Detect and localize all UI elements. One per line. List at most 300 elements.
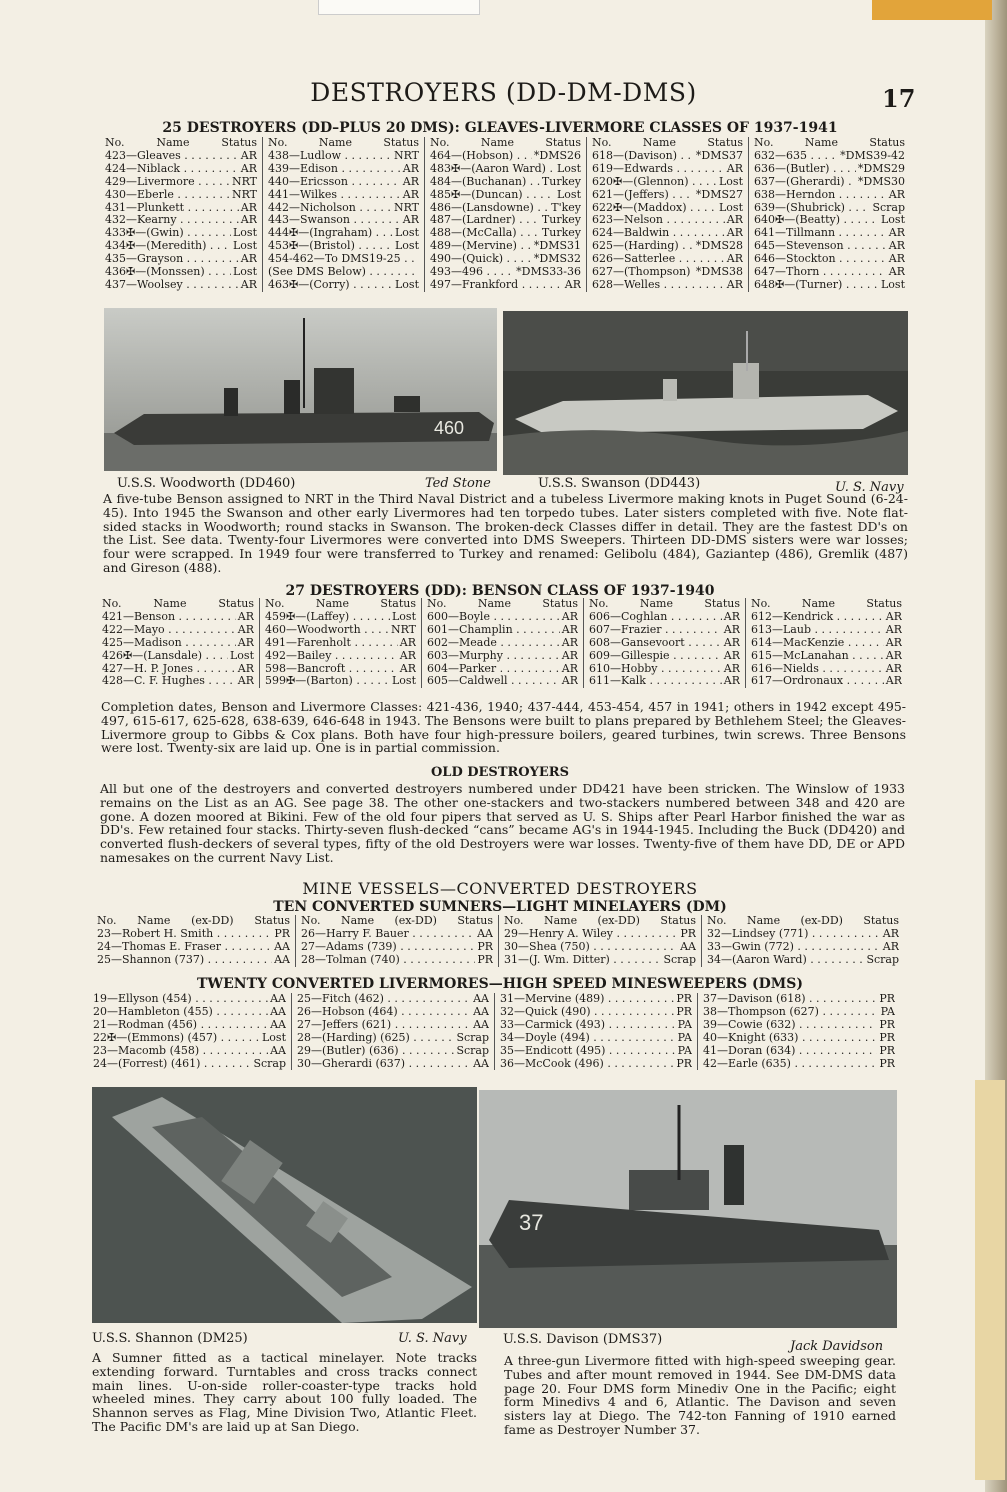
separator: — xyxy=(613,188,624,201)
table-row xyxy=(297,1032,489,1045)
separator: — xyxy=(772,662,783,675)
ship-status: PR xyxy=(879,1057,895,1070)
separator: — xyxy=(772,636,783,649)
separator: — xyxy=(613,240,624,253)
header-no: No. xyxy=(754,136,774,149)
table-row xyxy=(102,637,254,650)
ship-status xyxy=(417,266,419,279)
column-header xyxy=(754,137,905,150)
separator: — xyxy=(286,662,297,675)
ship-name: Hambleton (455) . . . xyxy=(118,1006,268,1019)
ship-number: 645 xyxy=(754,240,775,253)
separator: — xyxy=(717,993,728,1005)
separator: — xyxy=(107,993,118,1005)
ship-number: 483✠ xyxy=(430,162,461,175)
ship-status: AR xyxy=(882,927,899,940)
table-row xyxy=(703,1058,895,1071)
table-row xyxy=(592,279,743,292)
separator: — xyxy=(775,253,786,266)
separator: — xyxy=(315,953,326,966)
ship-number: 602 xyxy=(427,636,448,649)
header-status: Status xyxy=(545,136,581,149)
ship-name: (Corry) . . . xyxy=(309,279,393,292)
ship-name: C. F. Hughes . . . xyxy=(134,675,236,688)
separator: — xyxy=(135,240,147,253)
ship-name: Benson . . . xyxy=(134,611,236,624)
table-row xyxy=(268,189,419,202)
ship-number: 442 xyxy=(268,201,289,214)
ship-name: (Ingraham) . . . xyxy=(309,227,393,240)
ship-status: AR xyxy=(240,162,257,175)
table-row xyxy=(703,1032,895,1045)
ship-status: AR xyxy=(402,175,419,188)
table-column xyxy=(697,993,900,1070)
ship-number: 32 xyxy=(500,1005,514,1018)
ship-name: Edwards . . . xyxy=(624,163,725,176)
ship-status: AR xyxy=(888,240,905,253)
column-header xyxy=(102,598,254,611)
ship-name: (Gherardi) . . . xyxy=(786,176,856,189)
ship-status: AA xyxy=(270,1018,286,1031)
ship-status: Lost xyxy=(395,278,419,291)
ship-number: 27 xyxy=(301,940,315,953)
separator: — xyxy=(313,253,325,266)
ship-status: NRT xyxy=(231,188,257,201)
ship-number: 25 xyxy=(97,953,111,966)
ship-status: *DMS31 xyxy=(533,240,581,253)
ship-number: 20 xyxy=(93,1005,107,1018)
ship-status: AR xyxy=(399,649,416,662)
header-name: Name xyxy=(156,136,190,149)
header-status: Status xyxy=(863,914,899,927)
ship-number: 434✠ xyxy=(105,240,136,253)
top-white-tab xyxy=(318,0,480,15)
ship-number: 608 xyxy=(589,636,610,649)
ship-name: (Lardner) . . . xyxy=(462,214,540,227)
table-column xyxy=(291,993,494,1070)
table-row xyxy=(102,650,254,663)
ship-name: Champlin . . . xyxy=(459,624,560,637)
table-row xyxy=(105,227,257,240)
ship-status: AA xyxy=(270,1044,286,1057)
ship-name: Ordronaux . . . xyxy=(783,675,884,688)
davison-caption: U.S.S. Davison (DMS37) xyxy=(503,1332,663,1347)
ship-name: Cowie (632) . . . xyxy=(728,1019,877,1032)
ship-name: Eberle . . . xyxy=(137,189,230,202)
table-row xyxy=(93,1006,286,1019)
ship-name: (Quick) . . . xyxy=(462,253,532,266)
ship-number: 433✠ xyxy=(105,227,136,240)
old-destroyers-title: OLD DESTROYERS xyxy=(430,765,570,780)
ship-number: 33 xyxy=(707,940,721,953)
ship-name: Tillmann . . . xyxy=(786,227,887,240)
column-header xyxy=(751,598,902,611)
header-no: No. xyxy=(751,597,771,610)
header-name: Name xyxy=(477,597,511,610)
ship-number: 606 xyxy=(589,610,610,623)
ship-status: AR xyxy=(885,675,902,688)
table-row xyxy=(500,1045,692,1058)
ship-name: Satterlee . . . xyxy=(624,253,725,266)
table-row xyxy=(97,941,290,954)
separator: — xyxy=(518,940,529,953)
ship-number: 485✠ xyxy=(430,188,461,201)
table-row xyxy=(592,266,743,279)
separator: — xyxy=(775,188,786,201)
ship-number: 425 xyxy=(102,636,123,649)
ship-name: (Emmons) (457) . . . xyxy=(127,1032,260,1045)
ship-name: Lindsey (771) . . . xyxy=(732,928,881,941)
ship-number: 607 xyxy=(589,623,610,636)
ship-status xyxy=(417,253,419,266)
ship-status: AR xyxy=(240,214,257,227)
ship-name: Livermore . . . xyxy=(137,176,230,189)
table-row xyxy=(754,253,905,266)
ship-number: 490 xyxy=(430,253,451,266)
ship-status: PR xyxy=(477,953,493,966)
table-row xyxy=(751,624,902,637)
ship-name: Parker . . . xyxy=(459,663,560,676)
table-column xyxy=(748,137,910,292)
ship-status: AR xyxy=(888,266,905,279)
header-exdd: (ex-DD) xyxy=(191,914,234,927)
separator: — xyxy=(610,649,621,662)
ship-number: 37 xyxy=(703,993,717,1005)
ship-number: 34 xyxy=(707,953,721,966)
ship-number: 605 xyxy=(427,675,448,688)
header-status: Status xyxy=(380,597,416,610)
table-row xyxy=(297,993,489,1006)
ship-status: AR xyxy=(402,188,419,201)
ship-number: 601 xyxy=(427,623,448,636)
ship-name: Robert H. Smith . . . xyxy=(122,928,272,941)
ship-status: PA xyxy=(677,1031,692,1044)
benson-table xyxy=(97,598,907,688)
ship-number: 421 xyxy=(102,610,123,623)
separator: — xyxy=(289,188,300,201)
ship-name: (Gwin) . . . xyxy=(146,227,231,240)
table-row xyxy=(105,176,257,189)
ship-name: (Lansdowne) . . . xyxy=(462,202,549,215)
shannon-image xyxy=(92,1087,477,1323)
table-row xyxy=(268,279,419,292)
separator: — xyxy=(298,278,310,291)
separator: — xyxy=(775,227,786,240)
ship-status: AR xyxy=(885,649,902,662)
paragraph-old-destroyers: All but one of the destroyers and converted destroyers numbered under DD421 have been stricken. The Winslow of 1933 remains on the List as an AG. See page 38. The other one-stackers and two-stackers numbered between 348 and 420 are gone. A dozen moored at Bikini. Few of the old four pipers that served as U. S. Ships after Pearl Harbor finished the war as DD's. Few retained four stacks. Thirty-seven flush-decked “cans” became AG's in 1944-1945. Including the Buck (DD420) and converted flush-deckers of several types, fifty of the old Destroyers were war losses. Twenty-five of them have DD, DE or APD namesakes on the current Navy List. xyxy=(100,781,905,865)
ship-number: 488 xyxy=(430,227,451,240)
column-header xyxy=(430,137,581,150)
table-row xyxy=(427,650,578,663)
table-row xyxy=(297,1045,489,1058)
separator: — xyxy=(298,240,310,253)
ship-status: AR xyxy=(888,253,905,266)
separator: — xyxy=(448,610,459,623)
ship-number: 423 xyxy=(105,149,126,162)
separator: — xyxy=(451,240,462,253)
ship-name: (Turner) . . . xyxy=(795,279,879,292)
separator: — xyxy=(717,1031,728,1044)
table-row xyxy=(430,163,581,176)
woodworth-hull-number: 460 xyxy=(434,418,465,438)
ship-number: 627 xyxy=(592,266,613,279)
ship-status: Lost xyxy=(719,201,743,214)
separator: — xyxy=(610,662,621,675)
separator: — xyxy=(311,1018,322,1031)
ship-status: AR xyxy=(888,188,905,201)
table-row xyxy=(500,1058,692,1071)
ship-number: 436✠ xyxy=(105,266,136,279)
ship-name: (See DMS Below) . . . xyxy=(268,266,417,279)
ship-status: AR xyxy=(723,662,740,675)
ship-name: (Meredith) . . . xyxy=(146,240,231,253)
ship-name: Tolman (740) . . . xyxy=(326,954,475,967)
ship-number: 40 xyxy=(703,1031,717,1044)
separator: — xyxy=(289,162,300,175)
table-row xyxy=(592,227,743,240)
separator: — xyxy=(107,1044,118,1057)
ship-name: Knight (633) . . . xyxy=(728,1032,877,1045)
ship-status: Lost xyxy=(262,1031,286,1044)
separator: — xyxy=(135,266,147,279)
benson-section-title: 27 DESTROYERS (DD): BENSON CLASS OF 1937-1940 xyxy=(285,583,715,599)
table-row xyxy=(430,227,581,240)
ship-status: AA xyxy=(473,1005,489,1018)
ship-status: Scrap xyxy=(663,953,696,966)
ship-status: Scrap xyxy=(866,953,899,966)
table-column xyxy=(745,598,907,688)
ship-status: *DMS38 xyxy=(695,266,743,279)
header-no: No. xyxy=(102,597,122,610)
ship-status: Scrap xyxy=(872,201,905,214)
header-status: Status xyxy=(660,914,696,927)
table-row xyxy=(589,624,740,637)
table-row xyxy=(592,150,743,163)
separator: — xyxy=(775,175,786,188)
column-header xyxy=(105,137,257,150)
ship-status: AA xyxy=(270,993,286,1005)
ship-name: Henry A. Wiley . . . xyxy=(529,928,678,941)
ship-number: 440 xyxy=(268,175,289,188)
table-row xyxy=(102,611,254,624)
ship-status: *DMS28 xyxy=(695,240,743,253)
ship-status: *DMS29 xyxy=(857,162,905,175)
ship-status: *DMS33-36 xyxy=(516,266,581,279)
table-row xyxy=(268,150,419,163)
ship-number: 28 xyxy=(301,953,315,966)
ship-number: 23 xyxy=(93,1044,107,1057)
ship-number: 628 xyxy=(592,278,613,291)
column-header xyxy=(592,137,743,150)
separator: — xyxy=(613,227,624,240)
ship-number: 610 xyxy=(589,662,610,675)
table-column xyxy=(701,915,904,967)
ship-status: AR xyxy=(726,162,743,175)
ship-status: Lost xyxy=(392,610,416,623)
ship-number: 647 xyxy=(754,266,775,279)
ship-status: *DMS32 xyxy=(533,253,581,266)
header-no: No. xyxy=(592,136,612,149)
ship-number: 638 xyxy=(754,188,775,201)
table-row xyxy=(707,928,899,941)
ship-name: (Jeffers) . . . xyxy=(624,189,694,202)
dm-section-title: TEN CONVERTED SUMNERS—LIGHT MINELAYERS (DM) xyxy=(273,899,727,915)
table-row xyxy=(592,189,743,202)
separator: — xyxy=(311,1044,322,1057)
davison-hull-number: 37 xyxy=(519,1210,544,1235)
ship-name: (Glennon) . . . xyxy=(633,176,717,189)
separator: — xyxy=(116,1031,128,1044)
separator: — xyxy=(451,201,462,214)
ship-name: Frankford . . . xyxy=(462,279,563,292)
ship-name: (Aaron Ward) . . . xyxy=(471,163,555,176)
ship-name: Baldwin . . . xyxy=(624,227,725,240)
table-row xyxy=(265,611,416,624)
ship-status: PR xyxy=(879,1018,895,1031)
ship-status: *DMS30 xyxy=(857,175,905,188)
table-column xyxy=(259,598,421,688)
ship-status: NRT xyxy=(231,175,257,188)
ship-number: 25 xyxy=(297,993,311,1005)
column-header xyxy=(265,598,416,611)
ship-status: AA xyxy=(477,927,493,940)
ship-status: AR xyxy=(885,636,902,649)
paragraph-shannon: A Sumner fitted as a tactical minelayer. Note tracks extending forward. Turntables and cross tracks connect main lines. U-on-side roller-coaster-type tracks hold wheeled mines. They carry about 100 fully loaded. The Shannon serves as Flag, Mine Division Two, Atlantic Fleet. The Pacific DM's are laid up at San Diego. xyxy=(92,1350,477,1434)
ship-status: PR xyxy=(274,927,290,940)
header-no: No. xyxy=(105,136,125,149)
separator: — xyxy=(721,927,732,940)
table-row xyxy=(268,176,419,189)
table-row xyxy=(592,163,743,176)
ship-number: 41 xyxy=(703,1044,717,1057)
ship-number: 603 xyxy=(427,649,448,662)
table-row xyxy=(430,266,581,279)
separator: — xyxy=(518,927,529,940)
ship-status: AR xyxy=(561,636,578,649)
separator: — xyxy=(613,266,624,279)
ship-name: McLanahan . . . xyxy=(783,650,884,663)
ship-name: Davison (618) . . . xyxy=(728,993,877,1006)
ship-status: PR xyxy=(676,993,692,1005)
ship-status: AA xyxy=(473,1018,489,1031)
separator: — xyxy=(772,610,783,623)
ship-number: 23 xyxy=(97,927,111,940)
separator: — xyxy=(717,1057,728,1070)
ship-name: Ludlow . . . xyxy=(300,150,392,163)
ship-status: Lost xyxy=(230,649,254,662)
separator: — xyxy=(126,253,137,266)
separator: — xyxy=(451,214,462,227)
separator: — xyxy=(613,149,624,162)
ship-name: (Aaron Ward) . . . xyxy=(732,954,864,967)
ship-number: 615 xyxy=(751,649,772,662)
table-row xyxy=(589,675,740,688)
ship-name: Fitch (462) . . . xyxy=(322,993,471,1006)
ship-name: Jeffers (621) . . . xyxy=(322,1019,471,1032)
photo-swanson xyxy=(503,311,908,475)
separator: — xyxy=(126,278,137,291)
ship-number: 641 xyxy=(754,227,775,240)
table-column xyxy=(498,915,701,967)
davison-credit: Jack Davidson xyxy=(790,1339,884,1354)
table-row xyxy=(500,1019,692,1032)
separator: — xyxy=(622,201,634,214)
ship-status: PR xyxy=(879,1044,895,1057)
header-status: Status xyxy=(542,597,578,610)
ship-name: Murphy . . . xyxy=(459,650,560,663)
ship-name: Frazier . . . xyxy=(621,624,722,637)
table-row xyxy=(751,675,902,688)
ship-status: AR xyxy=(726,227,743,240)
davison-image xyxy=(479,1090,897,1328)
ship-status: AR xyxy=(402,214,419,227)
table-column xyxy=(421,598,583,688)
ship-status: PR xyxy=(879,993,895,1005)
ship-number: 437 xyxy=(105,278,126,291)
ship-name: (McCalla) . . . xyxy=(462,227,540,240)
shannon-credit: U. S. Navy xyxy=(398,1331,467,1346)
ship-number: 439 xyxy=(268,162,289,175)
table-row xyxy=(97,954,290,967)
table-row xyxy=(500,993,692,1006)
header-status: Status xyxy=(221,136,257,149)
ship-status: PA xyxy=(677,1044,692,1057)
ship-number: 604 xyxy=(427,662,448,675)
ship-name: Plunkett . . . xyxy=(137,202,239,215)
ship-name: McCook (496) . . . xyxy=(525,1058,674,1071)
table-row xyxy=(297,1058,489,1071)
ship-status: Lost xyxy=(233,227,257,240)
swanson-credit: U. S. Navy xyxy=(835,480,904,495)
separator: — xyxy=(775,266,786,279)
ship-status: Lost xyxy=(557,188,581,201)
table-row xyxy=(592,176,743,189)
table-row xyxy=(589,637,740,650)
paragraph-completion-dates: Completion dates, Benson and Livermore Classes: 421-436, 1940; 437-444, 453-454, 457 in 1941; others in 1942 except 495-497, 615-617, 625-628, 638-639, 646-648 in 1943. The Bensons were built to plans prepared by Bethlehem Steel; the Gleaves-Livermore group to Gibbs & Cox plans. Both have four high-pressure boilers, geared turbines, twin screws. Three Bensons were lost. Twenty-six are laid up. One is in partial commission. xyxy=(101,699,906,756)
ship-name: (Buchanan) . . . xyxy=(462,176,540,189)
table-row xyxy=(265,650,416,663)
table-row xyxy=(754,266,905,279)
ship-number: 29 xyxy=(504,927,518,940)
header-name: Name xyxy=(480,136,514,149)
separator: — xyxy=(613,214,624,227)
ship-status: AR xyxy=(237,623,254,636)
ship-status: PR xyxy=(680,927,696,940)
ship-number: 422 xyxy=(102,623,123,636)
ship-status: Turkey xyxy=(541,227,581,240)
ship-number: 441 xyxy=(268,188,289,201)
separator: — xyxy=(123,636,134,649)
separator: — xyxy=(123,675,134,688)
ship-number: 31 xyxy=(500,993,514,1005)
table-column xyxy=(583,598,745,688)
table-row xyxy=(105,240,257,253)
table-row xyxy=(754,189,905,202)
table-row xyxy=(105,214,257,227)
separator: — xyxy=(610,675,621,688)
ship-status: AR xyxy=(723,623,740,636)
ship-number: 33 xyxy=(500,1018,514,1031)
separator: — xyxy=(286,636,297,649)
ship-status: AR xyxy=(723,636,740,649)
table-row xyxy=(589,650,740,663)
separator: — xyxy=(311,993,322,1005)
ship-number: 640✠ xyxy=(754,214,785,227)
ship-number: 611 xyxy=(589,675,610,688)
table-row xyxy=(427,611,578,624)
separator: — xyxy=(451,175,462,188)
ship-status: Turkey xyxy=(541,175,581,188)
